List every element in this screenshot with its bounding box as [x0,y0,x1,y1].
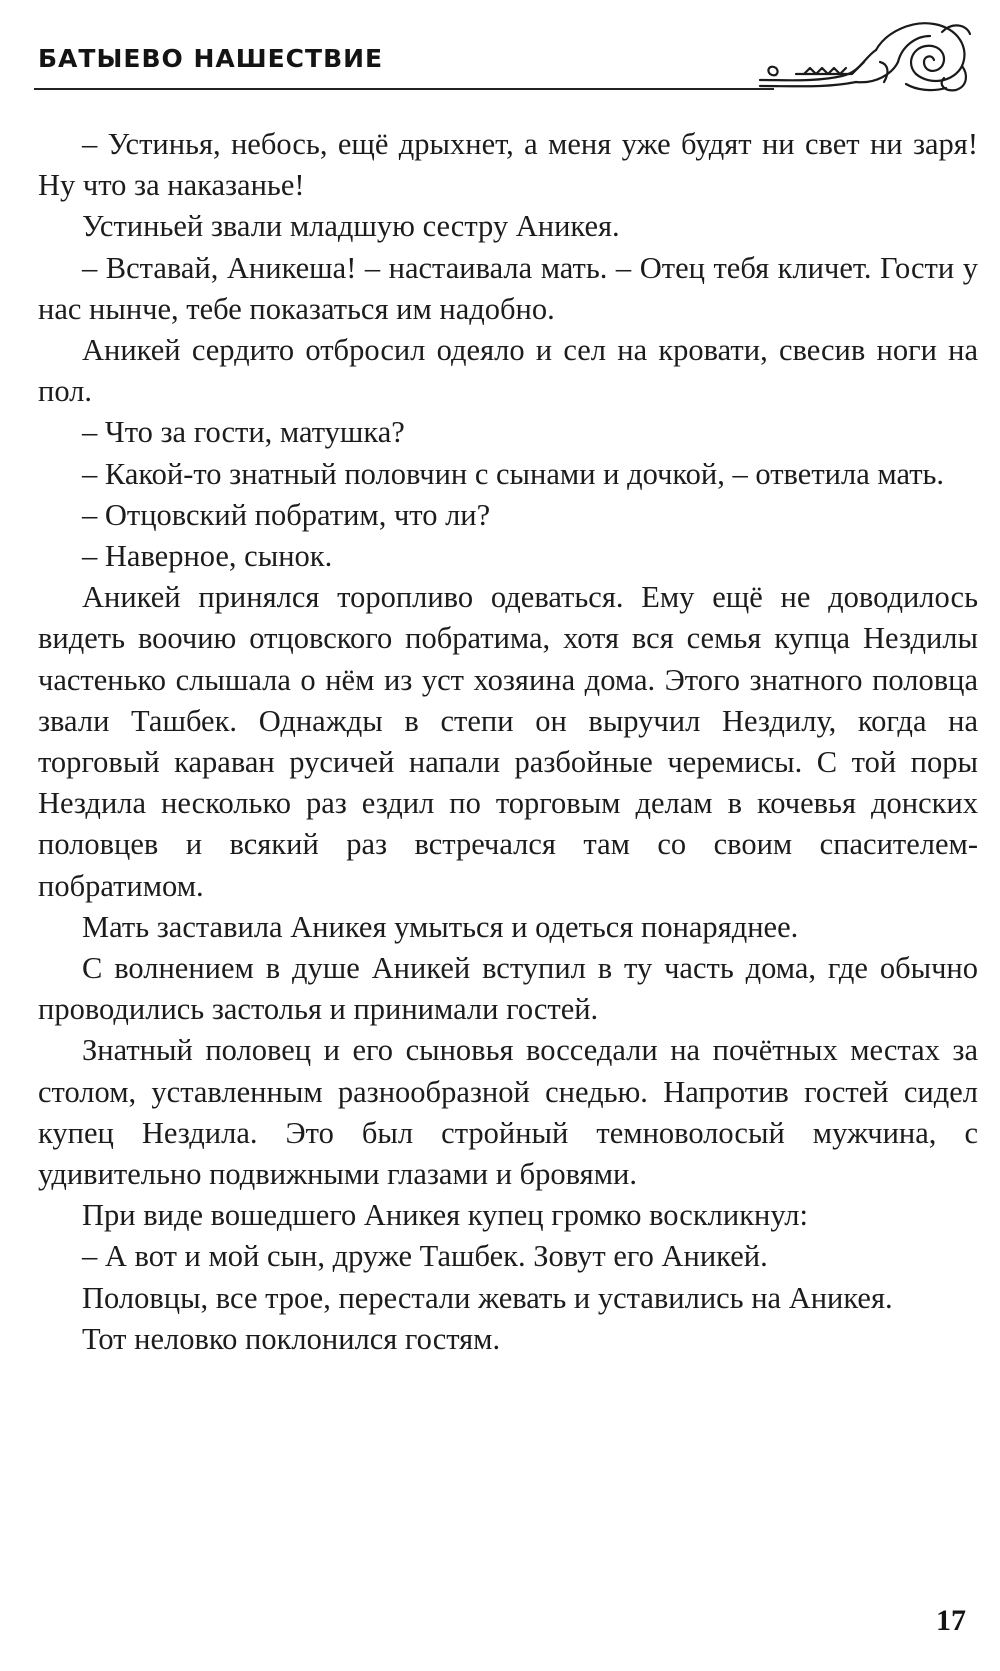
paragraph: – Устинья, небось, ещё дрыхнет, а меня уже будят ни свет ни заря! Ну что за наказанье! [38,127,978,203]
paragraph: – Что за гости, матушка? [82,415,405,450]
paragraph: Аникей принялся торопливо одеваться. Ему ещё не доводилось видеть воочию отцовского побратима, хотя вся семья купца Нездилы частенько слышала о нём из уст хозяина дома. Этого знатного половца звали Ташбек. Однажды в степи он выручил Нездилу, когда на торговый караван русичей напали разбойные черемисы. С той поры Нездила несколько раз ездил по торговым делам в кочевья донских половцев и всякий раз встречался там со своим спасителем-побратимом. [38,580,978,903]
page-number: 17 [936,1604,966,1637]
paragraph: При виде вошедшего Аникея купец громко воскликнул: [82,1198,808,1233]
paragraph: – Наверное, сынок. [82,539,333,574]
paragraph: – Отцовский побратим, что ли? [82,497,491,532]
paragraph: Тот неловко поклонился гостям. [82,1321,501,1356]
paragraph: С волнением в душе Аникей вступил в ту часть дома, где обычно проводились застолья и принимали гостей. [38,951,978,1027]
paragraph: Мать заставила Аникея умыться и одеться понаряднее. [82,909,799,944]
body-text [38,124,978,1360]
paragraph: Аникей сердито отбросил одеяло и сел на кровати, свесив ноги на пол. [38,333,978,409]
paragraph: Устиньей звали младшую сестру Аникея. [82,209,620,244]
paragraph: – А вот и мой сын, друже Ташбек. Зовут его Аникей. [82,1239,768,1274]
celtic-knot-ornament-icon [756,10,976,94]
paragraph: Половцы, все трое, перестали жевать и уставились на Аникея. [82,1280,893,1315]
page-header [34,0,974,100]
header-rule [34,88,774,90]
paragraph: – Какой-то знатный половчин с сынами и дочкой, – ответила мать. [82,456,945,491]
paragraph: – Вставай, Аникеша! – настаивала мать. – Отец тебя кличет. Гости у нас нынче, тебе показаться им надобно. [38,250,978,326]
running-title: БАТЫЕВО НАШЕСТВИЕ [38,44,384,73]
paragraph: Знатный половец и его сыновья восседали на почётных местах за столом, уставленным разнообразной снедью. Напротив гостей сидел купец Нездила. Это был стройный темноволосый мужчина, с удивительно подвижными глазами и бровями. [38,1033,978,1192]
